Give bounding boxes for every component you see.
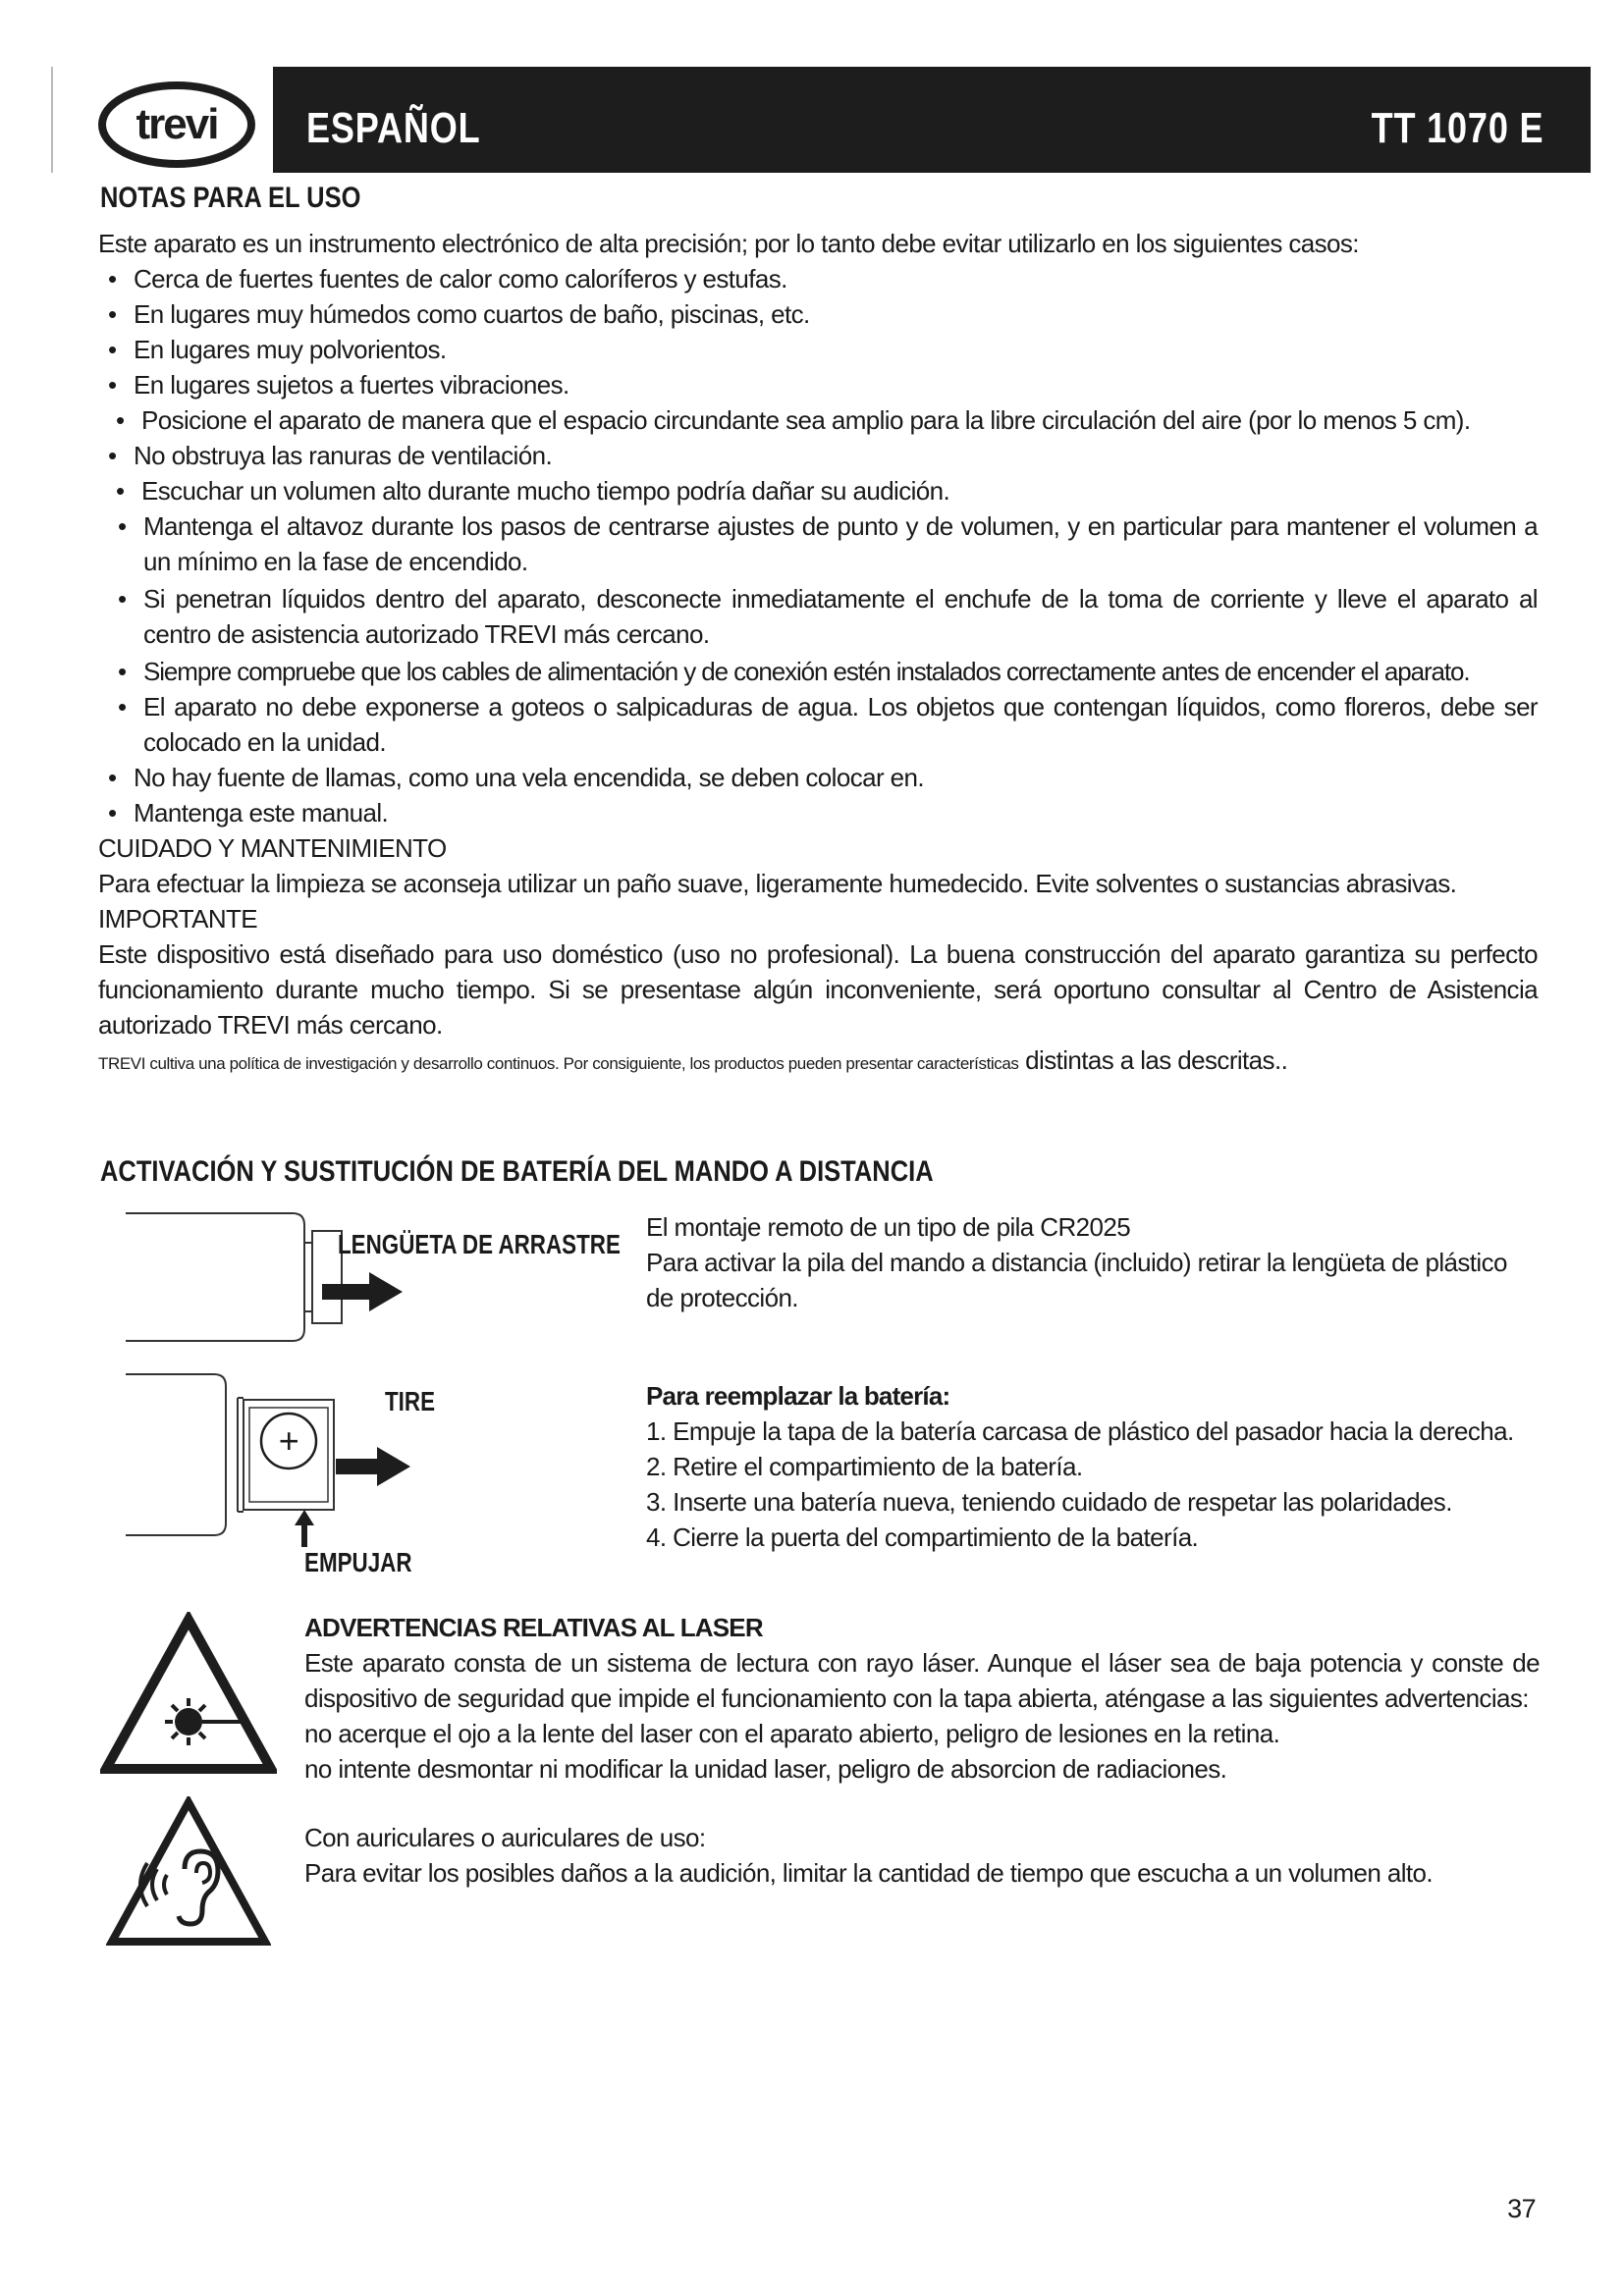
tab-label: LENGÜETA DE ARRASTRE <box>338 1229 621 1259</box>
margin-line <box>51 67 53 173</box>
list-item: • Escuchar un volumen alto durante mucho tiempo podría dañar su audición. <box>116 476 950 506</box>
plus-symbol: + <box>278 1420 299 1461</box>
model-label: TT 1070 E <box>1371 104 1543 152</box>
list-item: • En lugares muy húmedos como cuartos de baño, piscinas, etc. <box>108 299 810 329</box>
policy-small-text: TREVI cultiva una política de investigación y desarrollo continuos. Por consiguiente, los productos pueden presentar características <box>98 1054 1019 1073</box>
remote-pull-tab-illustration <box>126 1203 420 1349</box>
step-3: 3. Inserte una batería nueva, teniendo cuidado de respetar las polaridades. <box>646 1487 1452 1517</box>
list-item: • Mantenga el altavoz durante los pasos de centrarse ajustes de punto y de volumen, y en particular para mantener el volumen a un mínimo en la fase de encendido. <box>118 511 1538 576</box>
page-number: 37 <box>1507 2194 1536 2223</box>
activate-line2: Para activar la pila del mando a distancia (incluido) retirar la lengüeta de plástico de protección. <box>646 1248 1507 1312</box>
list-item: • En lugares muy polvorientos. <box>108 335 447 364</box>
list-item: • Mantenga este manual. <box>108 798 389 828</box>
laser-text: Este aparato consta de un sistema de lectura con rayo láser. Aunque el láser sea de baja potencia y conste de dispositivo de seguridad que impide el funcionamiento con la tapa abierta, aténgase a las siguientes advertencias: <box>304 1648 1540 1713</box>
important-text: Este dispositivo está diseñado para uso doméstico (uso no profesional). La buena construcción del aparato garantiza su perfecto funcionamiento durante mucho tiempo. Si se presentase algún inconveniente, será oportuno consultar al Centro de Asistencia autorizado TREVI más cercano. <box>98 939 1538 1040</box>
list-item: • No hay fuente de llamas, como una vela encendida, se deben colocar en. <box>108 763 924 792</box>
hearing-line1: Con auriculares o auriculares de uso: <box>304 1823 706 1852</box>
laser-warning-icon <box>100 1612 277 1779</box>
step-4: 4. Cierre la puerta del compartimiento de la batería. <box>646 1522 1199 1552</box>
laser-heading: ADVERTENCIAS RELATIVAS AL LASER <box>304 1613 763 1642</box>
push-arrow-icon <box>295 1510 314 1547</box>
list-item: • En lugares sujetos a fuertes vibraciones. <box>108 370 569 400</box>
replace-heading: Para reemplazar la batería: <box>646 1381 950 1411</box>
push-label: EMPUJAR <box>304 1547 412 1577</box>
pull-arrow-icon <box>336 1447 410 1486</box>
important-heading: IMPORTANTE <box>98 904 258 934</box>
list-item: • Si penetran líquidos dentro del aparato, desconecte inmediatamente el enchufe de la toma de corriente y lleve el aparato al centro de asistencia autorizado TREVI más cercano. <box>118 584 1538 649</box>
notes-heading: NOTAS PARA EL USO <box>100 182 361 214</box>
list-item: • No obstruya las ranuras de ventilación. <box>108 441 553 470</box>
header-bar <box>273 67 1591 173</box>
list-item: • Cerca de fuertes fuentes de calor como caloríferos y estufas. <box>108 264 787 294</box>
pull-arrow-icon <box>322 1272 403 1311</box>
policy-text <box>98 1042 1542 1082</box>
list-item: • El aparato no debe exponerse a goteos o salpicaduras de agua. Los objetos que contengan líquidos, como floreros, debe ser colocado en la unidad. <box>118 692 1538 757</box>
battery-compartment-illustration <box>126 1364 420 1551</box>
notes-intro: Este aparato es un instrumento electrónico de alta precisión; por lo tanto debe evitar utilizarlo en los siguientes casos: <box>98 229 1359 258</box>
brand-text: trevi <box>135 100 218 148</box>
hearing-warning-icon <box>106 1796 271 1949</box>
step-1: 1. Empuje la tapa de la batería carcasa de plástico del pasador hacia la derecha. <box>646 1416 1514 1446</box>
trevi-logo <box>98 80 255 169</box>
care-heading: CUIDADO Y MANTENIMIENTO <box>98 833 447 863</box>
laser-line2: no acerque el ojo a la lente del laser con el aparato abierto, peligro de lesiones en la retina. <box>304 1719 1280 1748</box>
list-item: • Siempre compruebe que los cables de alimentación y de conexión estén instalados correctamente antes de encender el aparato. <box>118 657 1470 686</box>
battery-heading: ACTIVACIÓN Y SUSTITUCIÓN DE BATERÍA DEL MANDO A DISTANCIA <box>100 1155 934 1188</box>
hearing-line2: Para evitar los posibles daños a la audición, limitar la cantidad de tiempo que escucha a un volumen alto. <box>304 1858 1434 1888</box>
care-text: Para efectuar la limpieza se aconseja utilizar un paño suave, ligeramente humedecido. Evite solventes o sustancias abrasivas. <box>98 869 1457 898</box>
activate-line1: El montaje remoto de un tipo de pila CR2025 <box>646 1212 1131 1242</box>
list-item: • Posicione el aparato de manera que el espacio circundante sea amplio para la libre circulación del aire (por lo menos 5 cm). <box>116 405 1471 435</box>
language-label: ESPAÑOL <box>306 104 481 152</box>
policy-large-text: distintas a las descritas.. <box>1025 1045 1288 1075</box>
step-2: 2. Retire el compartimiento de la batería. <box>646 1452 1083 1481</box>
laser-line3: no intente desmontar ni modificar la unidad laser, peligro de absorcion de radiaciones. <box>304 1754 1227 1784</box>
pull-label: TIRE <box>385 1386 436 1416</box>
